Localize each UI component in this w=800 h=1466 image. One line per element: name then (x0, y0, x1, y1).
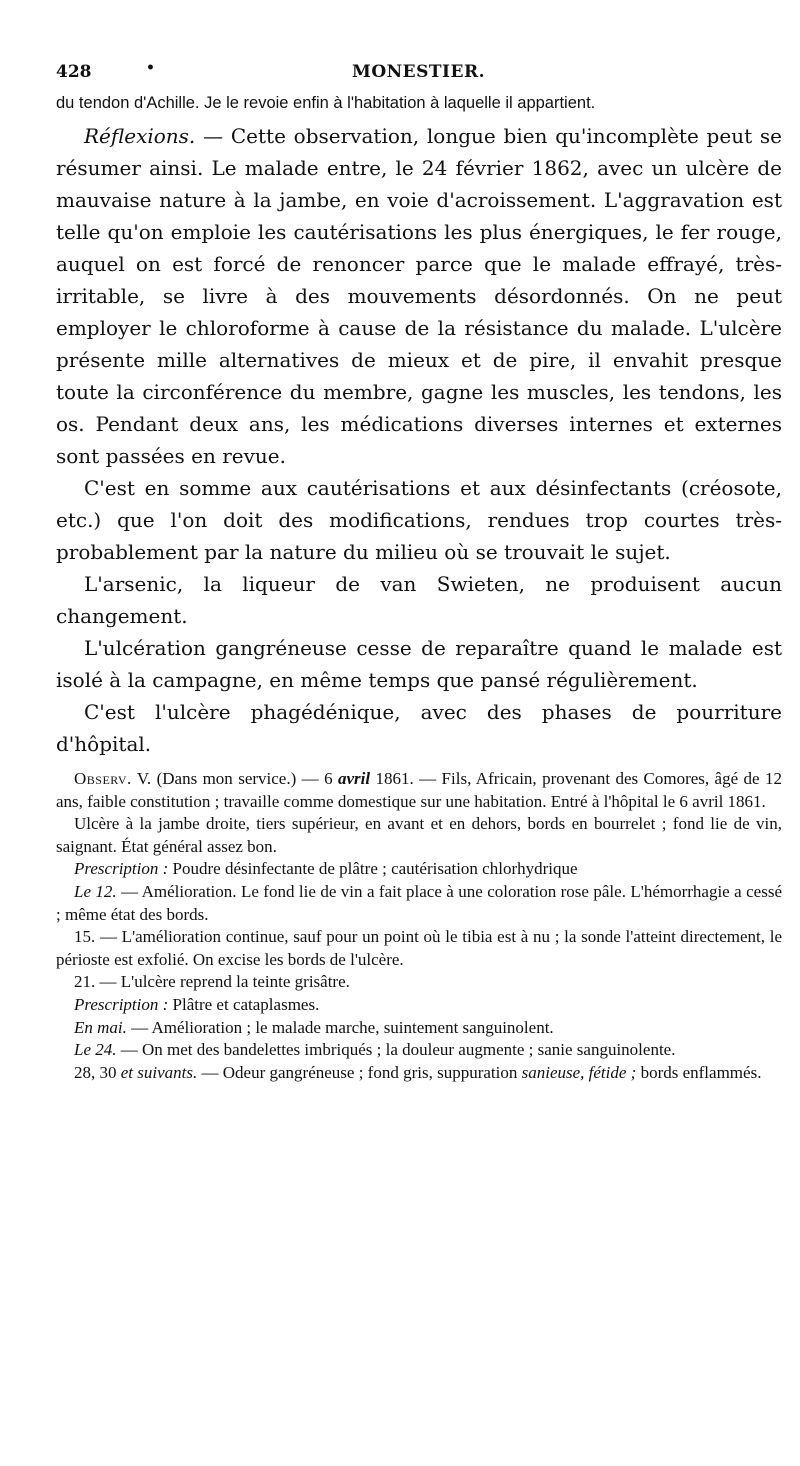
entry-day-24-text: — On met des bandelettes imbriqués ; la douleur augmente ; sanie sanguinolente. (116, 1040, 676, 1060)
entry-day-24-label: Le 24. (74, 1040, 117, 1060)
ulcer-description: Ulcère à la jambe droite, tiers supérieur, en avant et en dehors, bords en bourrelet ; fond lie de vin, saignant. État général assez bon. (56, 814, 782, 856)
observation-section (56, 768, 782, 1084)
observation-intro (56, 768, 782, 813)
prescription-2-text: Plâtre et cataplasmes. (168, 994, 320, 1014)
book-page (56, 62, 782, 1084)
running-title: MONESTIER. (352, 62, 486, 82)
reflections-text: — Cette observation, longue bien qu'incomplète peut se résumer ainsi. Le malade entre, le 24 février 1862, avec un ulcère de mauvaise nature à la jambe, en voie d'acroissement. L'aggravation est telle qu'on emploie les cautérisations les plus énergiques, le fer rouge, auquel on est forcé de renoncer parce que le malade effrayé, très-irritable, se livre à des mouvements désordonnés. On ne peut employer le chloroforme à cause de la résistance du malade. L'ulcère présente mille alternatives de mieux et de pire, il envahit presque toute la circonférence du membre, gagne les muscles, les tendons, les os. Pendant deux ans, les médications diverses internes et externes sont passées en revue. (56, 124, 782, 468)
observation-label: Observ. (74, 769, 132, 788)
prescription-1-label: Prescription : (74, 859, 169, 879)
entry-day-28-c: — Odeur gangréneuse ; fond gris, suppuration (197, 1062, 522, 1082)
observation-intro-a: V. (Dans mon service.) — 6 (131, 769, 338, 788)
page-header (56, 62, 782, 92)
phagedenic-paragraph: C'est l'ulcère phagédénique, avec des phases de pourriture d'hôpital. (56, 700, 782, 756)
prescription-1 (56, 858, 782, 881)
entry-day-12-text: — Amélioration. Le fond lie de vin a fait place à une coloration rose pâle. L'hémorrhagie a cessé ; même état des bords. (56, 881, 783, 924)
arsenic-paragraph: L'arsenic, la liqueur de van Swieten, ne produisent aucun changement. (56, 572, 782, 628)
observation-date-month: avril (337, 769, 371, 788)
entry-day-12-label: Le 12. (74, 881, 117, 901)
reflections-label: Réflexions. (84, 124, 196, 148)
disinfectants-paragraph: C'est en somme aux cautérisations et aux désinfectants (créosote, etc.) que l'on doit des modifications, rendues trop courtes très-probablement par la nature du milieu où se trouvait le sujet. (56, 476, 782, 564)
prescription-2-label: Prescription : (74, 994, 169, 1014)
page-number: 428 (56, 62, 92, 82)
reflections-paragraph (56, 120, 782, 472)
entry-may (56, 1017, 782, 1040)
continued-line: du tendon d'Achille. Je le revoie enfin à l'habitation à laquelle il appartient. (56, 94, 596, 112)
prescription-1-text: Poudre désinfectante de plâtre ; cautérisation chlorhydrique (168, 859, 578, 879)
entry-day-15: 15. — L'amélioration continue, sauf pour un point où le tibia est à nu ; la sonde l'atteint directement, le périoste est exfolié. On excise les bords de l'ulcère. (56, 927, 782, 969)
reflections-section (56, 120, 782, 760)
entry-day-28-b: et suivants. (120, 1062, 198, 1082)
header-bullet: • (146, 60, 155, 76)
prescription-2 (56, 994, 782, 1017)
entry-may-text: — Amélioration ; le malade marche, suintement sanguinolent. (126, 1017, 554, 1037)
entry-day-21: 21. — L'ulcère reprend la teinte grisâtre. (74, 972, 350, 992)
entry-day-28-d: sanieuse, fétide ; (521, 1062, 637, 1082)
entry-day-24 (56, 1039, 782, 1062)
entry-day-12 (56, 881, 782, 926)
gangrene-paragraph: L'ulcération gangréneuse cesse de reparaître quand le malade est isolé à la campagne, en même temps que pansé régulièrement. (56, 636, 782, 692)
entry-may-label: En mai. (74, 1017, 127, 1037)
entry-day-28-e: bords enflammés. (636, 1062, 762, 1082)
entry-day-28 (56, 1062, 782, 1085)
entry-day-28-a: 28, 30 (74, 1062, 121, 1082)
observation-intro-b: 1861. — Fils, Africain, provenant des Comores, âgé de 12 ans, faible constitution ; travaille comme domestique sur une habitation. Entré à l'hôpital le 6 avril 1861. (56, 769, 783, 811)
